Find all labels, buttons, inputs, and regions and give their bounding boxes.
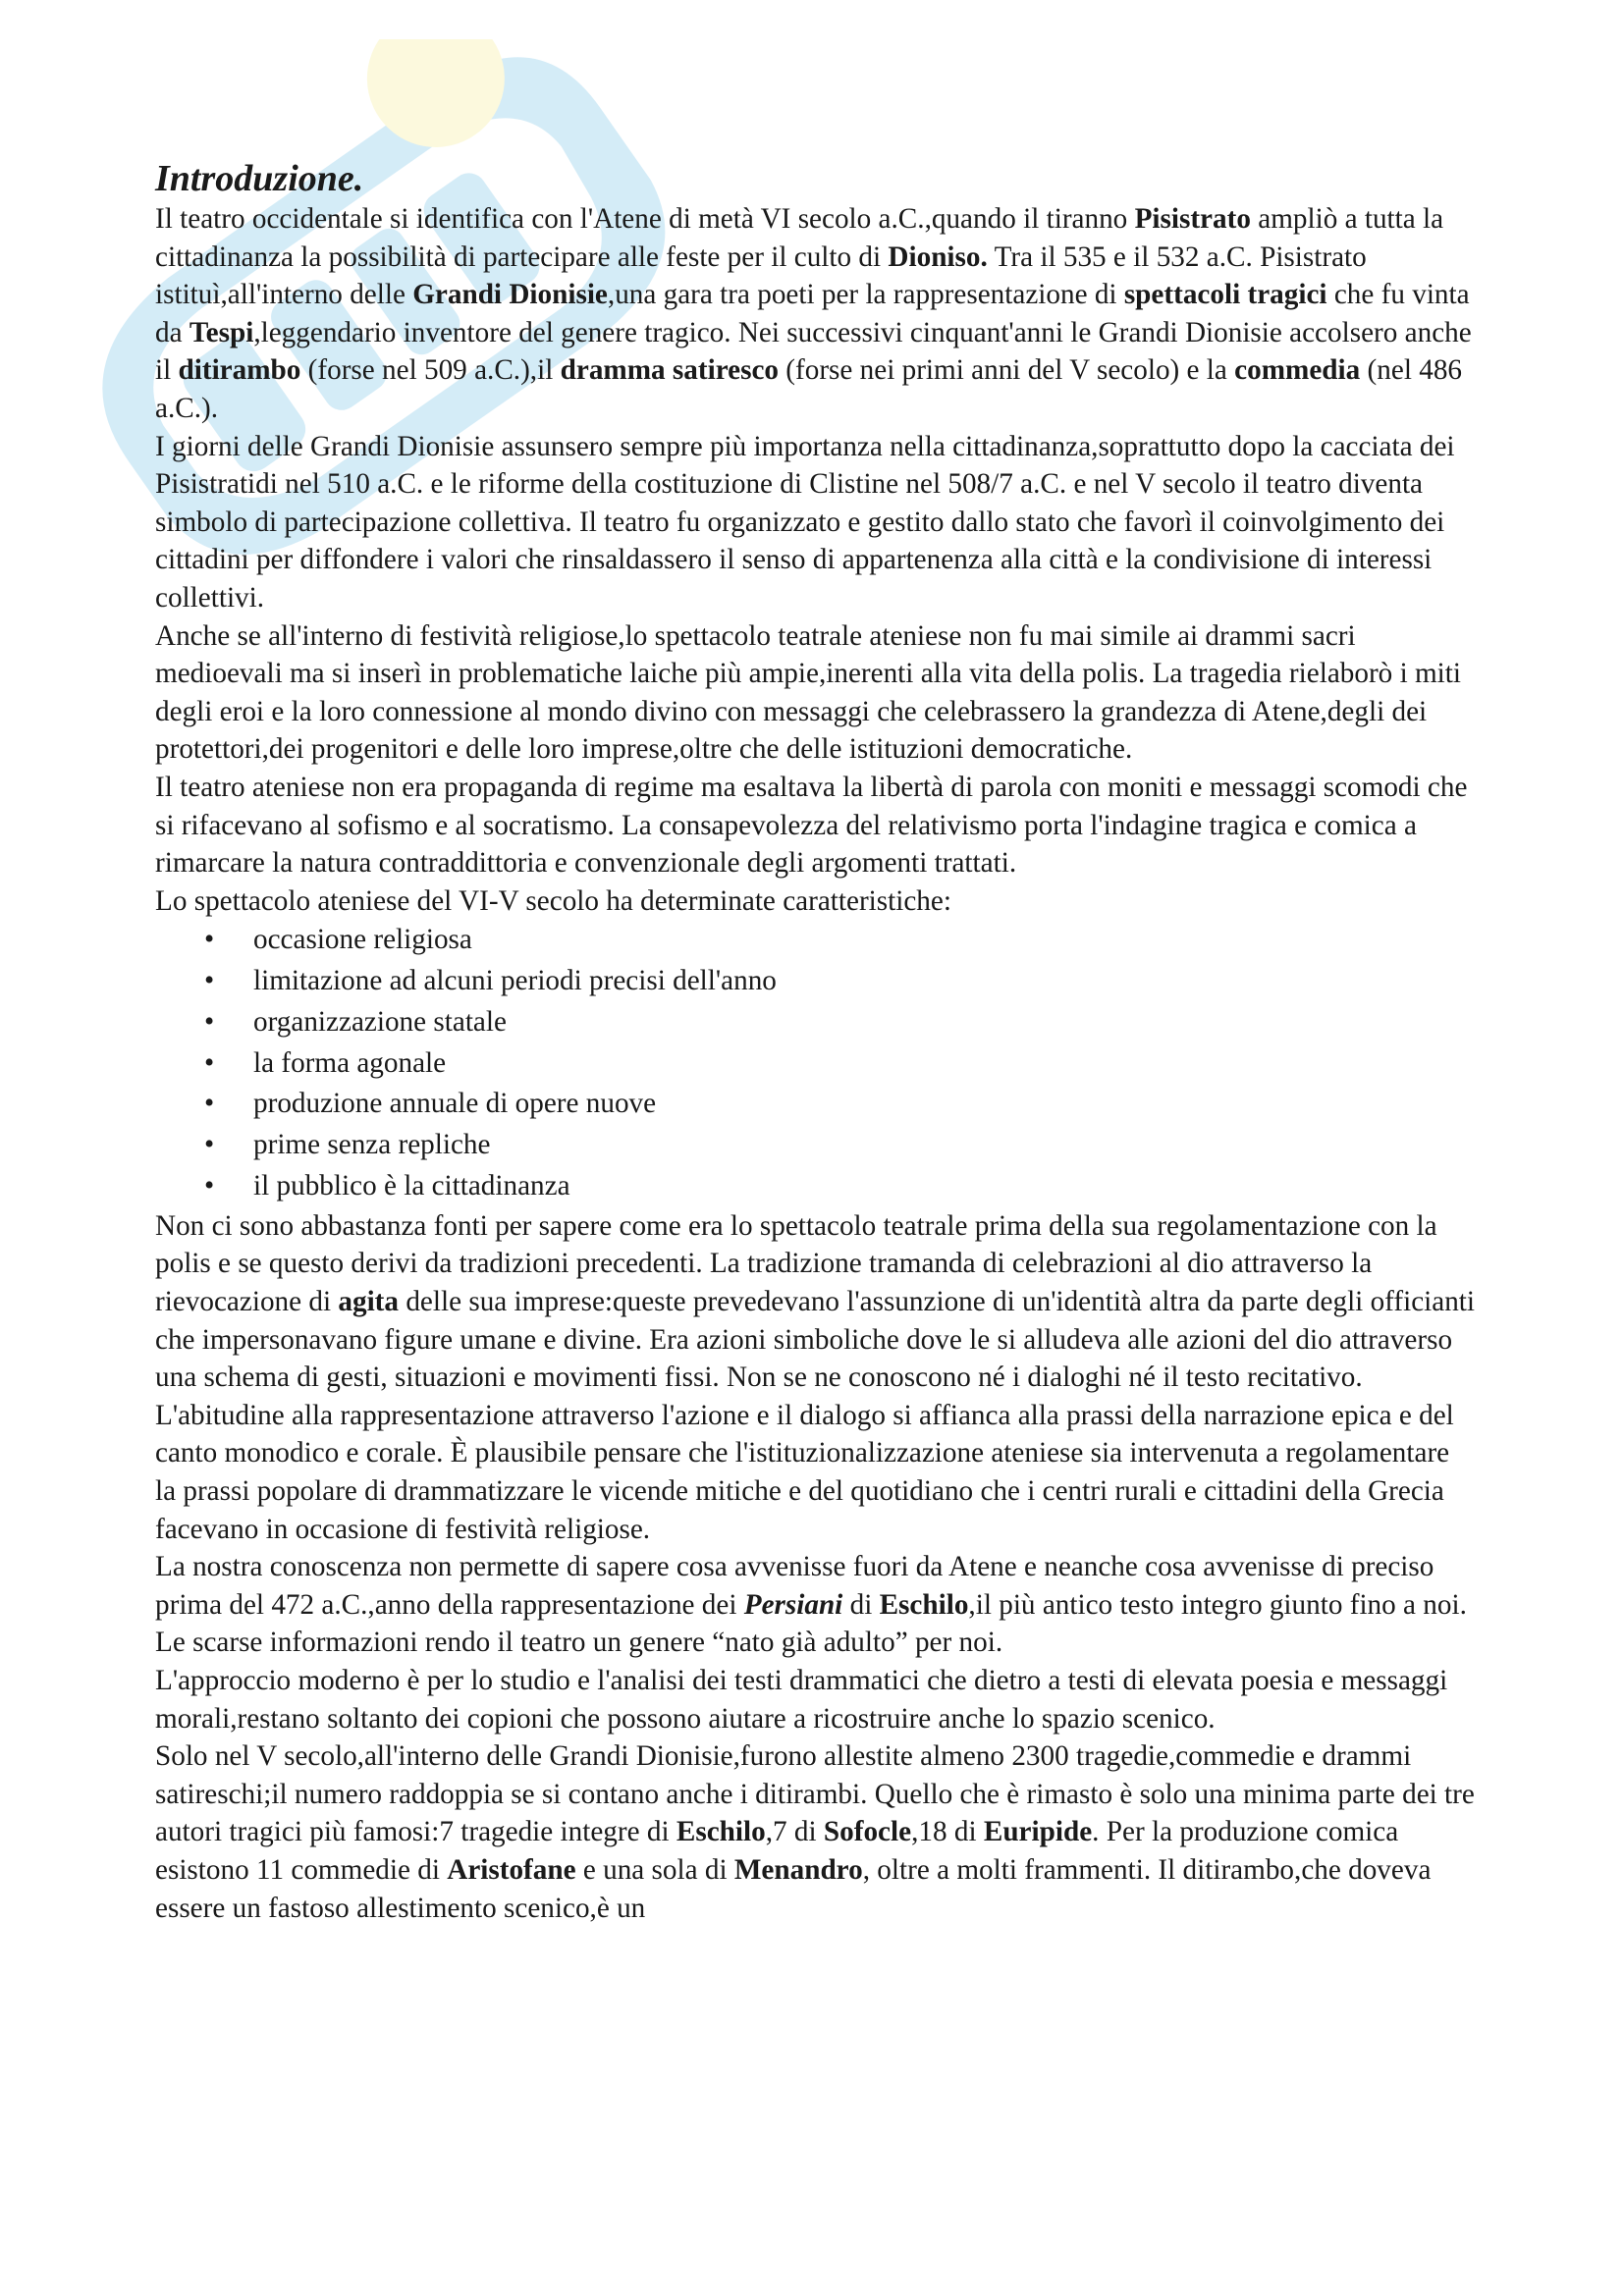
paragraph: [155, 882, 1476, 921]
list-item-text: occasione religiosa: [253, 924, 472, 956]
paragraph-text: Il teatro occidentale si identifica con l'Atene di metà VI secolo a.C.,quando il tiranno: [155, 203, 1135, 235]
list-item: [204, 1166, 1476, 1207]
emphasis-text: ditirambo: [178, 354, 301, 387]
paragraph-text: Solo nel V secolo,all'interno delle Grandi Dionisie,furono allestite almeno 2300 tragedie,commedie e drammi satireschi;il numero raddoppia se si contano anche i ditirambi. Quello che è rimasto è solo una minima parte dei tre autori tragici più famosi:7 tragedie integre di: [155, 1740, 1475, 1848]
paragraph: [155, 1207, 1476, 1397]
paragraph-text: (forse nei primi anni del V secolo) e la: [779, 354, 1235, 387]
paragraph-text: L'approccio moderno è per lo studio e l'analisi dei testi drammatici che dietro a testi di elevata poesia e messaggi morali,restano soltanto dei copioni che possono aiutare a ricostruire anche lo spazio scenico.: [155, 1664, 1448, 1735]
bullet-icon: •: [204, 1005, 215, 1038]
bullet-icon: •: [204, 1170, 215, 1202]
paragraph-text: ,7 di: [765, 1816, 824, 1848]
paragraph-text: Tra il 535 e il 532 a.C. Pisistrato istituì,all'interno delle: [155, 240, 1367, 311]
paragraph-text: ampliò a tutta la cittadinanza la possibilità di partecipare alle feste per il culto di: [155, 203, 1444, 273]
bullet-icon: •: [204, 1046, 215, 1079]
paragraph-text: L'abitudine alla rappresentazione attraverso l'azione e il dialogo si affianca alla prassi della narrazione epica e del canto monodico e corale. È plausibile pensare che l'istituzionalizzazione ateniese sia intervenuta a regolamentare la prassi popolare di drammatizzare le vicende mitiche e del quotidiano che i centri rurali e cittadini della Grecia facevano in occasione di festività religiose.: [155, 1399, 1454, 1545]
bullet-icon: •: [204, 1088, 215, 1120]
emphasis-text: Dioniso.: [888, 240, 988, 273]
emphasis-text: Sofocle: [823, 1816, 912, 1848]
paragraph-text: Il teatro ateniese non era propaganda di regime ma esaltava la libertà di parola con moniti e messaggi scomodi che si rifacevano al sofismo e al socratismo. La consapevolezza del relativismo porta l'indagine tragica e comica a rimarcare la natura contraddittoria e convenzionale degli argomenti trattati.: [155, 771, 1468, 880]
intro-paragraphs: [155, 200, 1476, 920]
list-item-text: produzione annuale di opere nuove: [253, 1088, 657, 1120]
body-paragraphs: [155, 1207, 1476, 1927]
emphasis-text: Eschilo: [676, 1816, 766, 1848]
list-item: [204, 1125, 1476, 1166]
paragraph-text: La nostra conoscenza non permette di sapere cosa avvenisse fuori da Atene e neanche cosa avvenisse di preciso prima del 472 a.C.,anno della rappresentazione dei: [155, 1551, 1434, 1621]
emphasis-text: Grandi Dionisie: [412, 279, 608, 311]
list-item-text: la forma agonale: [253, 1046, 447, 1079]
paragraph-text: e una sola di: [575, 1853, 734, 1886]
emphasis-text: spettacoli tragici: [1123, 279, 1327, 311]
paragraph: [155, 1662, 1476, 1737]
paragraph: [155, 1548, 1476, 1662]
document-page: [155, 157, 1476, 1927]
paragraph-text: I giorni delle Grandi Dionisie assunsero sempre più importanza nella cittadinanza,soprattutto dopo la cacciata dei Pisistratidi nel 510 a.C. e le riforme della costituzione di Clistine nel 508/7 a.C. e nel V secolo il teatro diventa simbolo di partecipazione collettiva. Il teatro fu organizzato e gestito dallo stato che favorì il coinvolgimento dei cittadini per diffondere i valori che rinsaldassero il senso di appartenenza alla città e la condivisione di interessi collettivi.: [155, 430, 1455, 614]
bullet-icon: •: [204, 965, 215, 997]
bullet-icon: •: [204, 924, 215, 956]
paragraph-text: ,18 di: [911, 1816, 984, 1848]
emphasis-text: Eschilo: [879, 1588, 969, 1621]
bullet-icon: •: [204, 1129, 215, 1161]
emphasis-text: Persiani: [743, 1588, 843, 1621]
list-item: [204, 1002, 1476, 1043]
paragraph: [155, 1737, 1476, 1927]
emphasis-text: commedia: [1234, 354, 1361, 387]
list-item: [204, 961, 1476, 1002]
paragraph-text: , oltre a molti frammenti. Il ditirambo,che doveva essere un fastoso allestimento scenico,è un: [155, 1853, 1432, 1924]
paragraph: [155, 428, 1476, 617]
paragraph-text: Anche se all'interno di festività religiose,lo spettacolo teatrale ateniese non fu mai simile ai drammi sacri medioevali ma si inserì in problematiche laiche più ampie,inerenti alla vita della polis. La tragedia rielaborò i miti degli eroi e la loro connessione al mondo divino con messaggi che celebrassero la grandezza di Atene,degli dei protettori,dei progenitori e delle loro imprese,oltre che delle istituzioni democratiche.: [155, 619, 1462, 766]
paragraph: [155, 617, 1476, 769]
paragraph: [155, 200, 1476, 428]
paragraph: [155, 769, 1476, 882]
characteristics-list: [155, 920, 1476, 1207]
list-item: [204, 1084, 1476, 1125]
paragraph-text: delle sua imprese:queste prevedevano l'assunzione di un'identità altra da parte degli officianti che impersonavano figure umane e divine. Era azioni simboliche dove le si alludeva alle azioni del dio attraverso una schema di gesti, situazioni e movimenti fissi. Non se ne conoscono né i dialoghi né il testo recitativo.: [155, 1286, 1476, 1394]
paragraph-text: di: [842, 1588, 880, 1621]
paragraph-text: ,il più antico testo integro giunto fino a noi. Le scarse informazioni rendo il teatro un genere “nato già adulto” per noi.: [155, 1588, 1467, 1659]
paragraph-text: che fu vinta da: [155, 279, 1470, 348]
emphasis-text: agita: [338, 1286, 400, 1318]
paragraph-text: ,leggendario inventore del genere tragico. Nei successivi cinquant'anni le Grandi Dionisie accolsero anche il: [155, 316, 1472, 387]
emphasis-text: Pisistrato: [1134, 203, 1251, 235]
list-item-text: il pubblico è la cittadinanza: [253, 1170, 570, 1202]
list-item-text: prime senza repliche: [253, 1129, 491, 1161]
paragraph-text: (forse nel 509 a.C.),il: [300, 354, 561, 387]
emphasis-text: Menandro: [733, 1853, 863, 1886]
list-item-text: organizzazione statale: [253, 1005, 507, 1038]
emphasis-text: Euripide: [983, 1816, 1093, 1848]
list-item-text: limitazione ad alcuni periodi precisi dell'anno: [253, 965, 777, 997]
paragraph-text: Non ci sono abbastanza fonti per sapere come era lo spettacolo teatrale prima della sua regolamentazione con la polis e se questo derivi da tradizioni precedenti. La tradizione tramanda di celebrazioni al dio attraverso la rievocazione di: [155, 1209, 1437, 1318]
paragraph-text: (nel 486 a.C.).: [155, 354, 1463, 424]
emphasis-text: Aristofane: [447, 1853, 576, 1886]
list-item: [204, 1043, 1476, 1085]
paragraph-text: ,una gara tra poeti per la rappresentazione di: [607, 279, 1124, 311]
paragraph-text: . Per la produzione comica esistono 11 commedie di: [155, 1816, 1399, 1886]
paragraph-text: Lo spettacolo ateniese del VI-V secolo ha determinate caratteristiche:: [155, 884, 951, 917]
list-item: [204, 920, 1476, 961]
emphasis-text: Tespi: [189, 316, 254, 348]
page-title: Introduzione.: [155, 158, 364, 199]
emphasis-text: dramma satiresco: [560, 354, 779, 387]
paragraph: [155, 1397, 1476, 1548]
